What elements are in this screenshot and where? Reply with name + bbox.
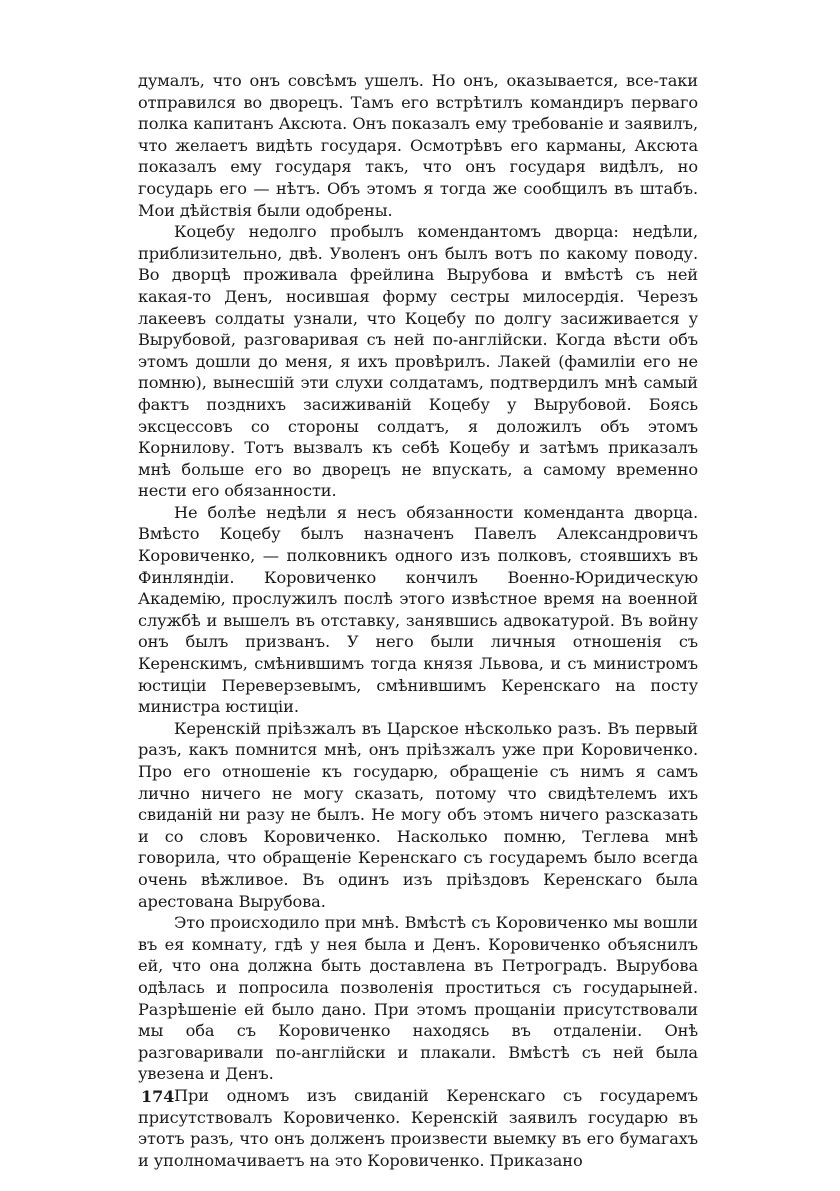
page-number: 174 [141,1087,175,1106]
paragraph-4: Керенскій пріѣзжалъ въ Царское нѣсколько разъ. Въ первый разъ, какъ помнится мнѣ, онъ пріѣзжалъ уже при Коровиченко. Про его отношеніе къ государю, обращеніе съ нимъ я самъ лично ничего не могу сказать, потому что свидѣтелемъ ихъ свиданій ни разу не былъ. Не могу объ этомъ ничего разсказать и со словъ Коровиченко. Насколько помню, Теглева мнѣ говорила, что обращеніе Керенскаго съ государемъ было всегда очень вѣжливое. Въ одинъ изъ пріѣздовъ Керенскаго была арестована Вырубова. [138,718,698,911]
page-text [138,70,698,1171]
paragraph-6: При одномъ изъ свиданій Керенскаго съ государемъ присутствовалъ Коровиченко. Керенскій заявилъ государю въ этотъ разъ, что онъ долженъ произвести выемку въ его бумагахъ и уполномачиваетъ на это Коровиченко. Приказано [138,1085,698,1170]
paragraph-5: Это происходило при мнѣ. Вмѣстѣ съ Коровиченко мы вошли въ ея комнату, гдѣ у нея была и Денъ. Коровиченко объяснилъ ей, что она должна быть доставлена въ Петроградъ. Вырубова одѣлась и попросила позволенія проститься съ государыней. Разрѣшеніе ей было дано. При этомъ прощаніи присутствовали мы оба съ Коровиченко находясь въ отдаленіи. Онѣ разговаривали по-англійски и плакали. Вмѣстѣ съ ней была увезена и Денъ. [138,913,698,1084]
paragraph-1: думалъ, что онъ совсѣмъ ушелъ. Но онъ, оказывается, все-таки отправился во дворецъ. Тамъ его встрѣтилъ командиръ перваго полка капитанъ Аксюта. Онъ показалъ ему требованіе и заявилъ, что желаетъ видѣть государя. Осмотрѣвъ его карманы, Аксюта показалъ ему государя такъ, что онъ государя видѣлъ, но государь его — нѣтъ. Объ этомъ я тогда же сообщилъ въ штабъ. Мои дѣйствія были одобрены. [138,71,698,220]
paragraph-2: Коцебу недолго пробылъ комендантомъ дворца: недѣли, приблизительно, двѣ. Уволенъ онъ былъ вотъ по какому поводу. Во дворцѣ проживала фрейлина Вырубова и вмѣстѣ съ ней какая-то Денъ, носившая форму сестры милосердія. Черезъ лакеевъ солдаты узнали, что Коцебу по долгу засиживается у Вырубовой, разговаривая съ ней по-англійски. Когда вѣсти объ этомъ дошли до меня, я ихъ провѣрилъ. Лакей (фамиліи его не помню), вынесшій эти слухи солдатамъ, подтвердилъ мнѣ самый фактъ позднихъ засиживаній Коцебу у Вырубовой. Боясь эксцессовъ со стороны солдатъ, я доложилъ объ этомъ Корнилову. Тотъ вызвалъ къ себѣ Коцебу и затѣмъ приказалъ мнѣ больше его во дворецъ не впускать, а самому временно нести его обязанности. [138,222,698,501]
paragraph-3: Не болѣе недѣли я несъ обязанности коменданта дворца. Вмѣсто Коцебу былъ назначенъ Павелъ Александровичъ Коровиченко, — полковникъ одного изъ полковъ, стоявшихъ въ Финляндіи. Коровиченко кончилъ Военно-Юридическую Академію, прослужилъ послѣ этого извѣстное время на военной службѣ и вышелъ въ отставку, занявшись адвокатурой. Въ войну онъ былъ призванъ. У него были личныя отношенія съ Керенскимъ, смѣнившимъ тогда князя Львова, и съ министромъ юстиціи Переверзевымъ, смѣнившимъ Керенскаго на посту министра юстиціи. [138,502,698,717]
